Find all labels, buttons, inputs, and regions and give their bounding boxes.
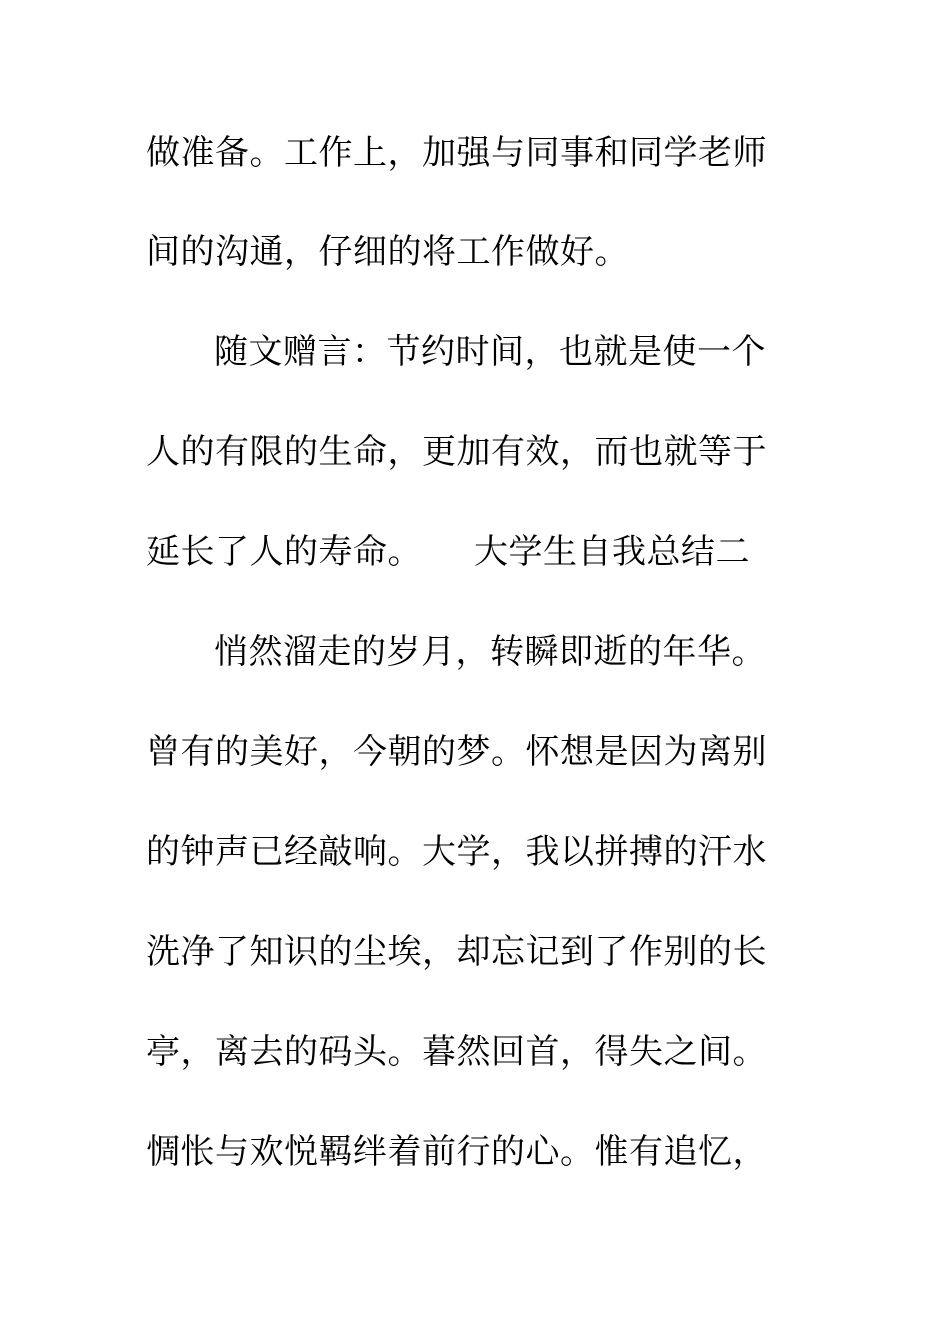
- text-line: 亭，离去的码头。暮然回首，得失之间。: [146, 1032, 767, 1072]
- text-line: 洗净了知识的尘埃，却忘记到了作别的长: [146, 932, 767, 972]
- text-line: 惆怅与欢悦羁绊着前行的心。惟有追忆，: [146, 1132, 767, 1172]
- text-line: 延长了人的寿命。 大学生自我总结二: [146, 532, 750, 572]
- text-line: 曾有的美好，今朝的梦。怀想是因为离别: [146, 732, 767, 772]
- text-line: 做准备。工作上，加强与同事和同学老师: [146, 133, 767, 173]
- text-line: 间的沟通，仔细的将工作做好。: [146, 232, 629, 272]
- text-line: 的钟声已经敲响。大学，我以拼搏的汗水: [146, 832, 767, 872]
- paragraph-start-line: 随文赠言：节约时间，也就是使一个: [214, 332, 766, 372]
- paragraph-start-line: 悄然溜走的岁月，转瞬即逝的年华。: [214, 632, 766, 672]
- text-line: 人的有限的生命，更加有效，而也就等于: [146, 432, 767, 472]
